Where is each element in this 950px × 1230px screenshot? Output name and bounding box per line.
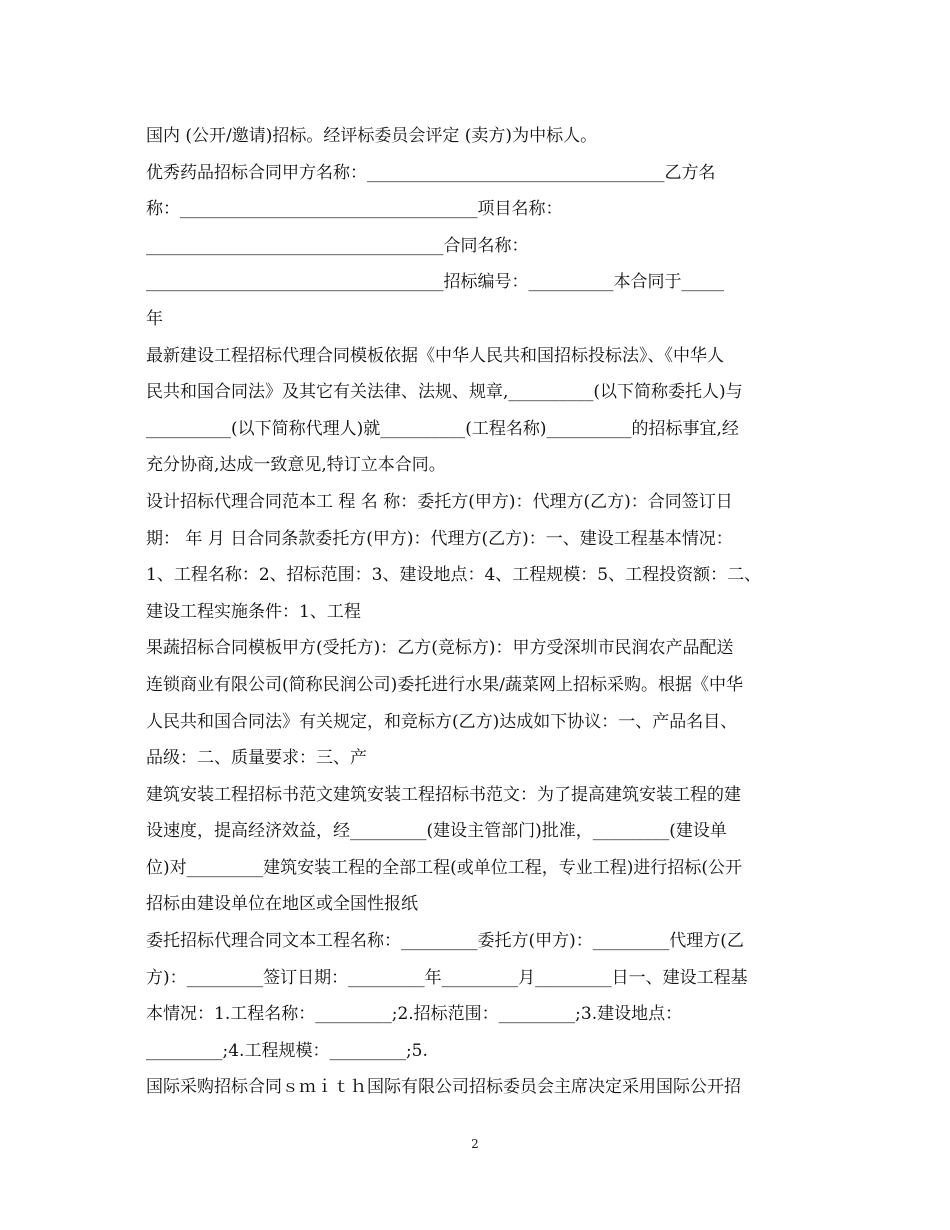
text-line: ___________________________________合同名称： (146, 235, 529, 256)
text-line: 果蔬招标合同模板甲方(受托方)：乙方(竞标方)：甲方受深圳市民润农产品配送 (146, 638, 734, 659)
text-line: 民共和国合同法》及其它有关法律、法规、规章,__________(以下简称委托人)与 (146, 382, 743, 403)
text-line: 建筑安装工程招标书范文建筑安装工程招标书范文：为了提高建筑安装工程的建 (146, 784, 741, 805)
paragraph-drug-tender-contract (146, 155, 811, 338)
text-line: 位)对_________建筑安装工程的全部工程(或单位工程，专业工程)进行招标(公开 (146, 857, 743, 878)
text-line: 最新建设工程招标代理合同模板依据《中华人民共和国招标投标法》、《中华人 (146, 345, 724, 366)
text-line: 优秀药品招标合同甲方名称：___________________________________乙方名 (146, 162, 716, 183)
paragraph-produce-tender-contract (146, 630, 811, 776)
text-line: 招标由建设单位在地区或全国性报纸 (146, 894, 418, 915)
text-line: __________(以下简称代理人)就__________(工程名称)__________的招标事宜,经 (146, 418, 739, 439)
text-line: 连锁商业有限公司(简称民润公司)委托进行水果/蔬菜网上招标采购。根据《中华 (146, 674, 743, 695)
text-line: 建设工程实施条件：1、工程 (146, 601, 361, 622)
page-number: 2 (471, 1137, 479, 1151)
text-line: 国际采购招标合同ｓｍｉｔｈ国际有限公司招标委员会主席决定采用国际公开招 (146, 1077, 741, 1098)
text-line: 1、工程名称：2、招标范围：3、建设地点：4、工程规模：5、工程投资额：二、 (146, 565, 762, 586)
text-line: 品级：二、质量要求：三、产 (146, 748, 367, 769)
text-line: 年 (146, 308, 163, 329)
text-line: _________;4.工程规模：_________;5. (146, 1040, 428, 1061)
text-line: 设计招标代理合同范本工 程 名 称：委托方(甲方)：代理方(乙方)：合同签订日 (146, 491, 733, 512)
paragraph-international-procurement (146, 1069, 811, 1106)
text-line: 方)：_________签订日期：_________年_________月_________日一、建设工程基 (146, 967, 748, 988)
paragraph-construction-agency-template (146, 338, 811, 484)
text-line: ___________________________________招标编号：__________本合同于_____ (146, 272, 724, 293)
paragraph-tender-result (146, 118, 811, 155)
document-body (146, 118, 811, 1106)
text-line: 国内 (公开/邀请)招标。经评标委员会评定 (卖方)为中标人。 (146, 126, 598, 146)
paragraph-design-agency-contract (146, 484, 811, 630)
paragraph-installation-tender-document (146, 777, 811, 923)
text-line: 充分协商,达成一致意见,特订立本合同。 (146, 455, 446, 476)
text-line: 期： 年 月 日合同条款委托方(甲方)：代理方(乙方)：一、建设工程基本情况： (146, 528, 733, 549)
text-line: 人民共和国合同法》有关规定，和竞标方(乙方)达成如下协议：一、产品名目、 (146, 711, 738, 732)
paragraph-entrusted-agency-contract (146, 923, 811, 1069)
text-line: 委托招标代理合同文本工程名称：_________委托方(甲方)：_________代理方(乙 (146, 931, 744, 952)
text-line: 称：___________________________________项目名称： (146, 199, 563, 220)
text-line: 本情况：1.工程名称：_________;2.招标范围：_________;3.建设地点： (146, 1004, 683, 1025)
text-line: 设速度，提高经济效益，经_________(建设主管部门)批准，_________(建设单 (146, 821, 727, 842)
